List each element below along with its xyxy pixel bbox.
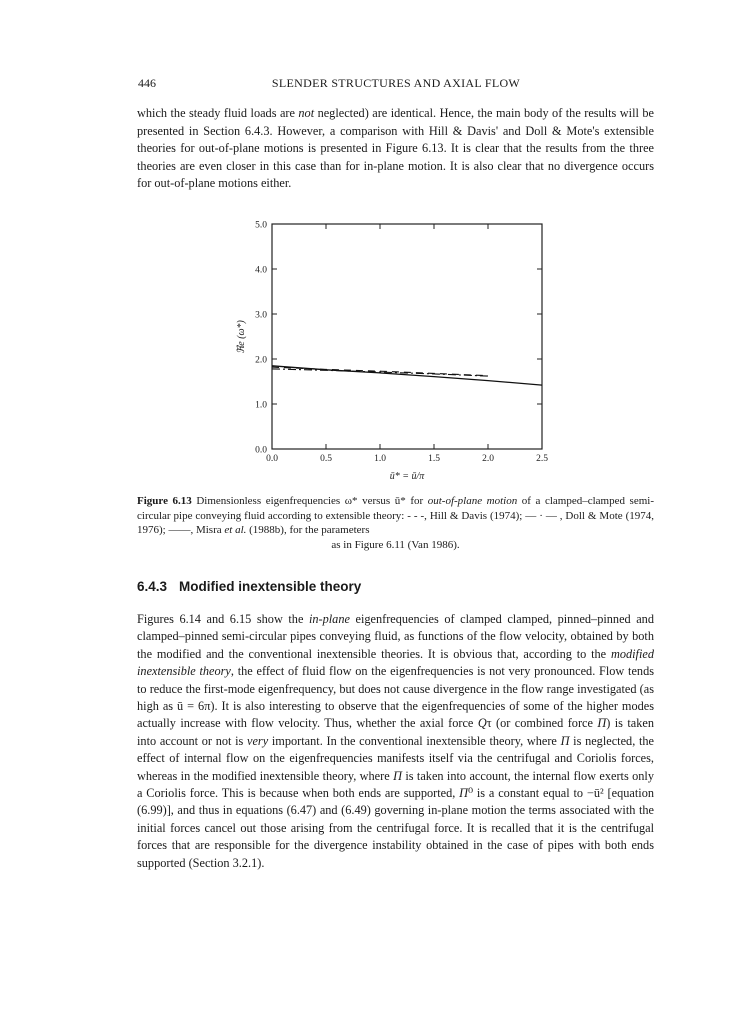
- text-run: out-of-plane motion: [427, 495, 518, 507]
- text-run: not: [298, 106, 315, 120]
- series-line-solid: [272, 366, 542, 385]
- y-axis: [255, 221, 542, 456]
- figure-label: Figure 6.13: [137, 495, 192, 507]
- series-group: [272, 366, 542, 385]
- x-tick-label: 0.5: [320, 454, 332, 464]
- y-tick-label: 5.0: [255, 220, 267, 231]
- text-run: important. In the conventional inextensible theory, where: [268, 733, 561, 748]
- text-run: is neglected, the effect of internal flow on the eigenfrequencies manifests itself via the centrifugal and Coriolis forces, whereas in the modified inextensible theory, where: [137, 733, 654, 783]
- text-run: Π: [393, 768, 402, 783]
- x-tick-label: 0.0: [266, 454, 278, 464]
- text-run: eigenfrequencies of clamped clamped, pinned–pinned and clamped–pinned semi-circular pipes conveying fluid, as functions of the flow velocity, obtained by both the modified and the conventional inextensible theories. It is obvious that, according to the: [137, 612, 654, 661]
- text-run: modified inextensible theory: [137, 646, 654, 679]
- x-tick-label: 2.0: [482, 454, 494, 464]
- y-tick-label: 3.0: [255, 310, 267, 321]
- y-tick-label: 0.0: [255, 445, 267, 456]
- x-tick-label: 2.5: [536, 454, 548, 464]
- figure-6-13: [222, 214, 582, 484]
- section-title: Modified inextensible theory: [179, 579, 362, 594]
- text-run: Π: [560, 733, 570, 748]
- running-header: [138, 76, 654, 92]
- x-axis: [266, 224, 548, 464]
- eigenfrequency-chart: [222, 214, 582, 484]
- text-run: , the effect of fluid flow on the eigenfrequencies is not very pronounced. Flow tends to reduce the first-mode eigenfrequency, but does not cause divergence in the flow range investigated (as high as ū = 6π). It is also interesting to observe that the eigenfrequencies of some of the higher modes actually increase with flow velocity. Thus, whether the axial force: [137, 664, 655, 731]
- text-run: ) is taken into account or not is: [137, 716, 655, 748]
- text-run: τ (or combined force: [486, 716, 598, 731]
- y-tick-label: 2.0: [255, 355, 267, 366]
- figure-caption: [137, 494, 654, 552]
- text-run: Π: [459, 786, 469, 801]
- text-run: in-plane: [308, 612, 350, 626]
- text-run: which the steady fluid loads are: [137, 106, 299, 120]
- x-tick-label: 1.5: [428, 454, 440, 464]
- intro-paragraph: [137, 105, 654, 193]
- text-run: of a clamped–clamped semi-circular pipe conveying fluid according to extensible theory: - - -, Hill & Davis (1974); — · — , Doll & Mote (1974, 1976); ——, Misra: [137, 495, 654, 537]
- text-run: ⁰ is a constant equal to −ū² [equation (6.99)], and thus in equations (6.47) and (6.49) governing in-plane motion the terms associated with the initial forces cancel out those arising from the centrifugal force. It is recalled that it is the centrifugal forces that are responsible for the divergence instability obtained in the case of pipes with both ends supported (Section 3.2.1).: [137, 786, 654, 870]
- text-run: is taken into account, the internal flow exerts only a Coriolis force. This is because when both ends are supported,: [137, 768, 654, 801]
- text-run: Dimensionless eigenfrequencies ω* versus ū* for: [191, 495, 428, 507]
- page-number: 446: [138, 76, 156, 90]
- running-title: SLENDER STRUCTURES AND AXIAL FLOW: [271, 76, 521, 90]
- x-axis-label: ū* = ū/π: [389, 471, 425, 482]
- x-tick-label: 1.0: [374, 454, 386, 464]
- text-run: Q: [477, 716, 487, 731]
- text-run: et al.: [224, 524, 247, 537]
- text-run: (1988b), for the parameters: [246, 524, 370, 537]
- body-paragraph: [137, 611, 654, 872]
- y-tick-label: 1.0: [255, 400, 267, 411]
- y-axis-label: ℜe (ω*): [236, 320, 247, 354]
- caption-last-line: as in Figure 6.11 (Van 1986).: [331, 538, 460, 551]
- text-run: very: [247, 733, 269, 748]
- section-number: 6.4.3: [137, 579, 168, 594]
- caption-text: [137, 495, 654, 536]
- plot-frame: [272, 224, 542, 449]
- section-heading: [137, 579, 361, 594]
- text-run: neglected) are identical. Hence, the main body of the results will be presented in Section 6.4.3. However, a comparison with Hill & Davis' and Doll & Mote's extensible theories for out-of-plane motions is presented in Figure 6.13. It is clear that the results from the three theories are even closer in this case than for in-plane motion. It is also clear that no divergence occurs for out-of-plane motions either.: [137, 106, 654, 191]
- y-tick-label: 4.0: [255, 265, 267, 276]
- text-run: Π: [597, 716, 607, 731]
- text-run: Figures 6.14 and 6.15 show the: [137, 612, 309, 626]
